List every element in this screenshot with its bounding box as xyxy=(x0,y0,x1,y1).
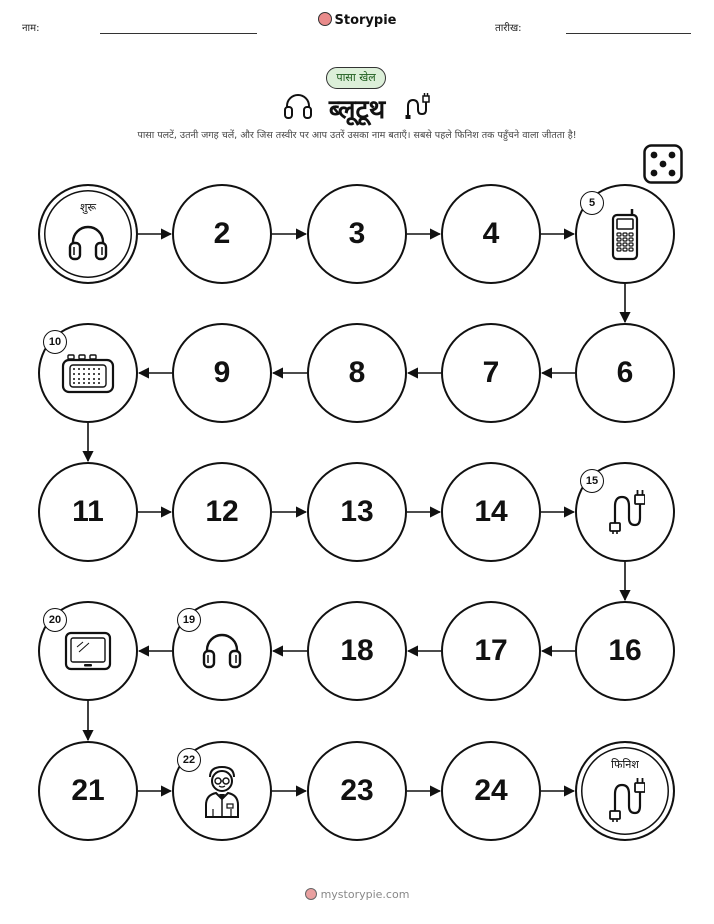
name-label: नाम: xyxy=(22,23,40,34)
cell-number: 7 xyxy=(482,356,500,389)
page-title: ब्लूटूथ xyxy=(328,95,386,125)
brand-name: Storypie xyxy=(334,13,397,28)
board-cell-6[interactable] xyxy=(575,323,675,423)
cell-number: 13 xyxy=(340,495,374,528)
board-cell-7[interactable] xyxy=(441,323,541,423)
board-cell-21[interactable] xyxy=(38,741,138,841)
board-cell-11[interactable] xyxy=(38,462,138,562)
start-label: शुरू xyxy=(79,201,97,214)
finish-label: फिनिश xyxy=(611,758,639,771)
game-type-badge: पासा खेल xyxy=(326,67,386,89)
board-cell-24[interactable] xyxy=(441,741,541,841)
cell-number: 12 xyxy=(205,495,239,528)
cell-badge-5: 5 xyxy=(580,191,604,215)
footer-url[interactable]: mystorypie.com xyxy=(320,888,410,901)
board-cell-3[interactable] xyxy=(307,184,407,284)
board-cell-4[interactable] xyxy=(441,184,541,284)
date-label: तारीख: xyxy=(495,23,522,34)
cell-number: 4 xyxy=(482,217,500,250)
cell-badge-20: 20 xyxy=(43,608,67,632)
cell-number: 11 xyxy=(72,495,104,528)
footer-logo-icon xyxy=(305,888,317,900)
cell-number: 8 xyxy=(348,356,366,389)
cell-number: 24 xyxy=(474,774,508,807)
cell-number: 14 xyxy=(474,495,508,528)
cell-number: 17 xyxy=(474,634,508,667)
cell-badge-22: 22 xyxy=(177,748,201,772)
board-cell-14[interactable] xyxy=(441,462,541,562)
cell-number: 6 xyxy=(616,356,634,389)
board-cell-16[interactable] xyxy=(575,601,675,701)
board-cell-2[interactable] xyxy=(172,184,272,284)
instructions: पासा पलटें, उतनी जगह चलें, और जिस तस्वीर पर आप उतरें उसका नाम बताएँ। सबसे पहले फिनिश तक पहुँचने वाला जीतता है! xyxy=(137,130,577,141)
cell-badge-15: 15 xyxy=(580,469,604,493)
cell-number: 3 xyxy=(348,217,366,250)
board-cell-17[interactable] xyxy=(441,601,541,701)
board-cell-9[interactable] xyxy=(172,323,272,423)
cell-number: 9 xyxy=(213,356,231,389)
cell-number: 2 xyxy=(213,217,231,250)
cell-badge-10: 10 xyxy=(43,330,67,354)
board-cell-12[interactable] xyxy=(172,462,272,562)
board-cell-13[interactable] xyxy=(307,462,407,562)
footer xyxy=(0,888,714,901)
cell-number: 23 xyxy=(340,774,374,807)
board-cell-8[interactable] xyxy=(307,323,407,423)
cell-number: 18 xyxy=(340,634,374,667)
start-cell[interactable] xyxy=(38,184,138,284)
board-cell-23[interactable] xyxy=(307,741,407,841)
finish-cell[interactable] xyxy=(575,741,675,841)
cell-badge-19: 19 xyxy=(177,608,201,632)
cell-number: 16 xyxy=(608,634,642,667)
cell-number: 21 xyxy=(71,774,105,807)
board-cell-18[interactable] xyxy=(307,601,407,701)
